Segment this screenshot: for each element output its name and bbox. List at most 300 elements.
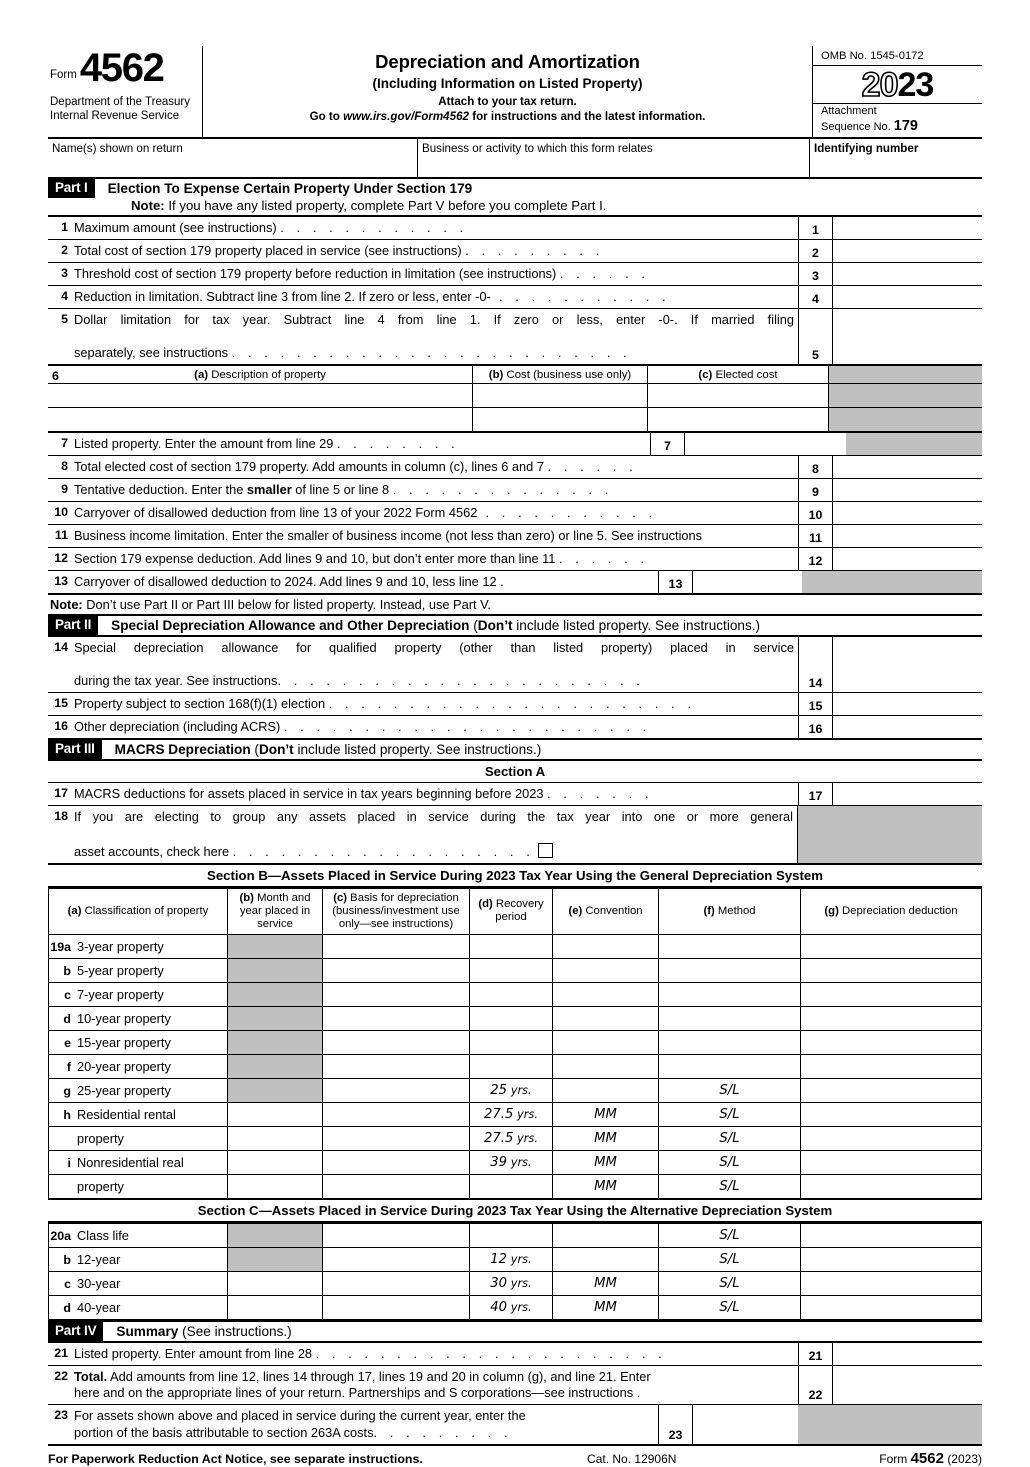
line-23-row: [48, 1405, 982, 1446]
row-letter: i: [67, 1156, 71, 1171]
table-row: [49, 1151, 982, 1175]
method-cell: S/L: [659, 1175, 801, 1199]
classification-cell: [49, 1127, 228, 1151]
basis-input[interactable]: [323, 1031, 470, 1055]
row-letter: 19a: [50, 940, 71, 955]
line-14-label-1: Special depreciation allowance for qualified property (other than listed property) placed in service: [74, 639, 794, 655]
col-d-header: [470, 888, 553, 935]
convention-cell[interactable]: [553, 1007, 659, 1031]
basis-input[interactable]: [323, 1103, 470, 1127]
col-e-letter: (e): [568, 904, 583, 917]
line-23-shade: [798, 1405, 982, 1444]
table-row: [49, 1127, 982, 1151]
line-23-label-1: For assets shown above and placed in service during the current year, enter the: [74, 1408, 526, 1424]
method-cell[interactable]: [659, 1055, 801, 1079]
line-5-label-1: Dollar limitation for tax year. Subtract line 4 from line 1. If zero or less, enter -0-. If married filing: [74, 311, 794, 327]
line-2-box-number: 2: [798, 240, 832, 262]
depreciation-deduction-input[interactable]: [801, 1223, 982, 1247]
line-23-leader: . . . . . . . . .: [373, 1425, 513, 1441]
recovery-period-cell[interactable]: [470, 959, 553, 983]
line-16-label: Other depreciation (including ACRS): [74, 719, 281, 735]
month-year-input[interactable]: [228, 1127, 323, 1151]
line-8-text: [74, 456, 798, 478]
part1-note: [131, 198, 982, 215]
line-11-number: 11: [54, 527, 68, 542]
classification-cell: [49, 1055, 228, 1079]
part1-note-bold: Note:: [131, 198, 165, 214]
line-3-row: [48, 263, 982, 286]
line-21-row: [48, 1343, 982, 1366]
line-18-label-2: [74, 843, 793, 861]
convention-cell[interactable]: [553, 935, 659, 959]
line-18-text: [74, 806, 797, 863]
recovery-value: 12: [490, 1251, 508, 1267]
row-letter: e: [64, 1036, 71, 1051]
header-center-block: [203, 46, 812, 137]
irs-url: www.irs.gov/Form4562: [343, 110, 469, 123]
form-header: [48, 46, 982, 139]
recovery-period-cell[interactable]: [470, 935, 553, 959]
line-17-amount-input[interactable]: [832, 783, 982, 805]
line-5-number: 5: [61, 311, 68, 326]
line-17-box-number: 17: [798, 783, 832, 805]
line-14-box-number: 14: [798, 637, 832, 693]
convention-cell[interactable]: [553, 959, 659, 983]
line-1-text: [74, 217, 798, 239]
part3-title-bold: MACRS Depreciation: [114, 742, 251, 757]
line-8-box-number: 8: [798, 456, 832, 478]
basis-input[interactable]: [323, 1055, 470, 1079]
line-3-text: [74, 263, 798, 285]
line-5-row: [48, 309, 982, 367]
line-14-number: 14: [54, 639, 68, 654]
form-title: Depreciation and Amortization: [375, 51, 640, 72]
line-18-leader: . . . . . . . . . . . . . . . . . . .: [232, 843, 535, 859]
line-12-leader: . . . . . .: [558, 550, 649, 566]
table-row: [49, 1055, 982, 1079]
row-name: 12-year: [77, 1251, 121, 1267]
line-14-amount-input[interactable]: [832, 637, 982, 693]
line-8-leader: . . . . . .: [547, 459, 638, 475]
month-year-input[interactable]: [228, 1103, 323, 1127]
line-21-amount-input[interactable]: [832, 1343, 982, 1365]
table-row: [49, 1031, 982, 1055]
line-4-row: [48, 286, 982, 309]
method-cell[interactable]: [659, 935, 801, 959]
business-activity-field[interactable]: Business or activity to which this form relates: [418, 139, 810, 177]
row-name: 10-year property: [77, 1011, 171, 1027]
form-footer: [48, 1446, 982, 1467]
form-number: 4562: [79, 46, 164, 90]
month-year-input: [228, 1007, 323, 1031]
line-9-amount-input[interactable]: [832, 479, 982, 501]
line-5-amount-input[interactable]: [832, 309, 982, 365]
method-cell[interactable]: [659, 1031, 801, 1055]
depreciation-deduction-input[interactable]: [801, 959, 982, 983]
row-letter: 20a: [50, 1228, 71, 1243]
depreciation-deduction-input[interactable]: [801, 1079, 982, 1103]
section-b-table: [48, 888, 982, 1200]
part1-note2: [48, 594, 982, 616]
part2-badge: Part II: [48, 616, 98, 635]
line-2-amount-input[interactable]: [832, 240, 982, 262]
line-9-label-a: Tentative deduction. Enter the: [74, 482, 247, 498]
line-18-checkbox[interactable]: [538, 843, 553, 858]
month-year-input[interactable]: [228, 1151, 323, 1175]
line-18-label-2-text: asset accounts, check here: [74, 843, 230, 859]
classification-cell: [49, 959, 228, 983]
col-a-header: [49, 888, 228, 935]
line-6-header-row: [48, 366, 982, 384]
month-year-input[interactable]: [228, 1175, 323, 1199]
col-c-label: Basis for depreciation (business/investment use only—see instructions): [332, 891, 460, 930]
line-9-box-number: 9: [798, 479, 832, 501]
part3-badge: Part III: [48, 740, 102, 759]
col-e-label: Convention: [585, 904, 643, 917]
line-6-shade-1: [829, 384, 982, 407]
part4-badge: Part IV: [48, 1322, 103, 1341]
line-6-col-c-letter: (c): [698, 369, 713, 382]
section-c-table: [48, 1223, 982, 1320]
row-name: 5-year property: [77, 963, 164, 979]
method-cell: S/L: [659, 1079, 801, 1103]
line-16-amount-input[interactable]: [832, 716, 982, 738]
footer-form-id: [749, 1450, 983, 1467]
line-16-row: [48, 716, 982, 740]
name-field[interactable]: Name(s) shown on return: [48, 139, 418, 177]
method-cell[interactable]: [659, 1007, 801, 1031]
depreciation-deduction-input[interactable]: [801, 1103, 982, 1127]
line-13-text: [74, 571, 658, 593]
recovery-value: 25: [490, 1083, 508, 1099]
line-6-col-c-header: [648, 366, 829, 383]
method-cell[interactable]: [659, 959, 801, 983]
line-10-leader: . . . . . . . . . . .: [477, 504, 657, 520]
header-left-block: [48, 46, 203, 137]
depreciation-deduction-input[interactable]: [801, 1007, 982, 1031]
table-row: [49, 935, 982, 959]
line-5-box-number: 5: [798, 309, 832, 365]
convention-cell[interactable]: [553, 1055, 659, 1079]
line-13-box-number: 13: [658, 571, 692, 593]
line-23-amount-input[interactable]: [692, 1405, 798, 1444]
line-6-entry-row: [48, 408, 982, 433]
line-12-label: Section 179 expense deduction. Add lines 9 and 10, but don’t enter more than line 11: [74, 550, 556, 566]
part1-badge: Part I: [48, 179, 95, 198]
recovery-value: 27.5: [484, 1131, 514, 1147]
line-22-total-bold: Total.: [74, 1368, 108, 1384]
year-outline-part: 20: [861, 66, 898, 104]
section-b-header: Section B—Assets Placed in Service During 2023 Tax Year Using the General Depreciation System: [48, 865, 982, 888]
line-18-number: 18: [54, 808, 68, 823]
line-22-label-2: [74, 1385, 794, 1402]
basis-input[interactable]: [323, 1247, 470, 1271]
convention-cell[interactable]: [553, 1031, 659, 1055]
line-1-leader: . . . . . . . . . . . .: [280, 220, 468, 236]
recovery-unit: yrs.: [513, 1107, 538, 1122]
row-name: 15-year property: [77, 1035, 171, 1051]
line-10-box-number: 10: [798, 502, 832, 524]
basis-input[interactable]: [323, 1223, 470, 1247]
taxpayer-info-row: [48, 139, 982, 179]
part3-title-rest: include listed property. See instructions.): [293, 742, 542, 757]
line-10-number: 10: [54, 504, 68, 519]
line-15-label: Property subject to section 168(f)(1) election: [74, 696, 326, 712]
col-c-letter: (c): [333, 891, 348, 904]
col-c-header: [323, 888, 470, 935]
recovery-unit: yrs.: [507, 1155, 532, 1170]
recovery-period-cell[interactable]: [470, 1007, 553, 1031]
row-name: 7-year property: [77, 987, 164, 1003]
convention-cell: MM: [553, 1295, 659, 1319]
line-13-number: 13: [54, 573, 68, 588]
line-14-label-2-text: during the tax year. See instructions: [74, 673, 278, 689]
part2-title-bold: Special Depreciation Allowance and Other Depreciation: [111, 617, 470, 633]
line-21-leader: . . . . . . . . . . . . . . . . . . . . . .: [315, 1345, 667, 1361]
paperwork-notice: For Paperwork Reduction Act Notice, see separate instructions.: [48, 1452, 423, 1467]
line-6-description-input-1[interactable]: [48, 384, 473, 407]
col-g-label: Depreciation deduction: [842, 904, 958, 917]
depreciation-deduction-input[interactable]: [801, 1271, 982, 1295]
basis-input[interactable]: [323, 983, 470, 1007]
depreciation-deduction-input[interactable]: [801, 1151, 982, 1175]
line-6-col-c-label: Elected cost: [712, 369, 778, 382]
classification-cell: [49, 1223, 228, 1247]
classification-cell: [49, 1295, 228, 1319]
convention-cell[interactable]: [553, 1223, 659, 1247]
line-6-shade-2: [829, 408, 982, 431]
classification-cell: [49, 1007, 228, 1031]
recovery-period-cell: [470, 1247, 553, 1271]
method-cell[interactable]: [659, 983, 801, 1007]
line-13-label: Carryover of disallowed deduction to 2024. Add lines 9 and 10, less line 12: [74, 573, 497, 589]
row-name: 3-year property: [77, 939, 164, 955]
month-year-input: [228, 983, 323, 1007]
basis-input[interactable]: [323, 1127, 470, 1151]
method-cell: S/L: [659, 1223, 801, 1247]
line-23-number: 23: [54, 1408, 68, 1423]
convention-cell[interactable]: [553, 983, 659, 1007]
col-b-header: [228, 888, 323, 935]
line-13-row: [48, 571, 982, 594]
line-3-box-number: 3: [798, 263, 832, 285]
form-sheet: [48, 46, 982, 1467]
convention-cell[interactable]: [553, 1247, 659, 1271]
row-name: Residential rental: [77, 1107, 176, 1123]
line-12-text: [74, 548, 798, 570]
line-8-number: 8: [61, 459, 68, 474]
line-12-amount-input[interactable]: [832, 548, 982, 570]
header-right-block: [812, 46, 982, 137]
convention-cell[interactable]: [553, 1079, 659, 1103]
recovery-period-cell: [470, 1103, 553, 1127]
part4-title-bold: Summary: [116, 1323, 179, 1339]
identifying-number-field[interactable]: Identifying number: [814, 142, 919, 156]
row-letter: b: [63, 1252, 71, 1267]
row-letter: g: [63, 1084, 71, 1099]
recovery-period-cell[interactable]: [470, 983, 553, 1007]
line-6-entry-row: [48, 384, 982, 408]
classification-cell: [49, 983, 228, 1007]
month-year-input[interactable]: [228, 1271, 323, 1295]
line-22-text: [74, 1366, 798, 1405]
recovery-value: 40: [490, 1299, 508, 1315]
part3-header: [48, 740, 982, 761]
basis-input[interactable]: [323, 1295, 470, 1319]
basis-input[interactable]: [323, 1151, 470, 1175]
line-16-leader: . . . . . . . . . . . . . . . . . . . . . . .: [283, 719, 651, 735]
line-22-row: [48, 1366, 982, 1406]
recovery-value: 30: [490, 1275, 508, 1291]
recovery-period-cell[interactable]: [470, 1055, 553, 1079]
line-5-label-2-text: separately, see instructions: [74, 345, 229, 361]
recovery-unit: yrs.: [507, 1299, 532, 1314]
col-f-header: [659, 888, 801, 935]
recovery-value: 39: [490, 1155, 508, 1171]
depreciation-deduction-input[interactable]: [801, 1247, 982, 1271]
depreciation-deduction-input[interactable]: [801, 1055, 982, 1079]
col-a-label: Classification of property: [84, 904, 209, 917]
line-8-label: Total elected cost of section 179 property. Add amounts in column (c), lines 6 and 7: [74, 459, 544, 475]
section-c-rows: [49, 1223, 982, 1319]
line-3-amount-input[interactable]: [832, 263, 982, 285]
line-9-text: [74, 479, 798, 501]
recovery-unit: yrs.: [507, 1083, 532, 1098]
line-6-cost-input-1[interactable]: [473, 384, 648, 407]
form-subtitle: (Including Information on Listed Property): [372, 76, 643, 91]
part4-title-rest: (See instructions.): [178, 1323, 292, 1339]
line-6-elected-input-2[interactable]: [648, 408, 829, 431]
line-10-amount-input[interactable]: [832, 502, 982, 524]
month-year-input: [228, 959, 323, 983]
depreciation-deduction-input[interactable]: [801, 1295, 982, 1319]
part2-header: [48, 616, 982, 637]
line-15-number: 15: [54, 696, 68, 711]
row-name: 20-year property: [77, 1059, 171, 1075]
part2-title: [111, 616, 760, 635]
line-1-row: [48, 217, 982, 240]
line-8-row: [48, 456, 982, 479]
line-22-box-number: 22: [798, 1366, 832, 1405]
goto-suffix: for instructions and the latest information.: [472, 110, 706, 123]
line-2-leader: . . . . . . . . .: [465, 242, 604, 258]
section-b-rows: [49, 935, 982, 1199]
line-6-description-input-2[interactable]: [48, 408, 473, 431]
table-row: [49, 1007, 982, 1031]
line-5-label-2: [74, 345, 794, 362]
classification-cell: [49, 1103, 228, 1127]
line-15-amount-input[interactable]: [832, 693, 982, 715]
part1-note-text: If you have any listed property, complete Part V before you complete Part I.: [164, 198, 607, 214]
line-6-col-b-label: Cost (business use only): [503, 369, 632, 382]
line-16-text: [74, 716, 798, 738]
month-year-input[interactable]: [228, 1295, 323, 1319]
table-row: [49, 1295, 982, 1319]
recovery-period-cell[interactable]: [470, 1175, 553, 1199]
footer-form-word: Form: [879, 1452, 908, 1467]
line-22-label-1: [74, 1369, 794, 1386]
line-11-amount-input[interactable]: [832, 525, 982, 547]
line-17-leader: . . . . . . .: [547, 786, 654, 801]
line-17-label: MACRS deductions for assets placed in service in tax years beginning before 2023: [74, 786, 544, 801]
month-year-input: [228, 1079, 323, 1103]
line-14-row: [48, 637, 982, 694]
line-11-row: [48, 525, 982, 548]
basis-input[interactable]: [323, 935, 470, 959]
line-6-elected-input-1[interactable]: [648, 384, 829, 407]
classification-cell: [49, 1271, 228, 1295]
goto-prefix: Go to: [309, 110, 340, 123]
footer-form-year: (2023): [947, 1452, 982, 1467]
row-name: Class life: [77, 1227, 129, 1243]
classification-cell: [49, 1175, 228, 1199]
method-cell: S/L: [659, 1127, 801, 1151]
basis-input[interactable]: [323, 1007, 470, 1031]
line-22-amount-input[interactable]: [832, 1366, 982, 1405]
recovery-period-cell: [470, 1079, 553, 1103]
month-year-input: [228, 1223, 323, 1247]
col-b-label: Month and year placed in service: [239, 891, 311, 930]
recovery-period-cell[interactable]: [470, 1223, 553, 1247]
recovery-period-cell[interactable]: [470, 1031, 553, 1055]
line-7-amount-input[interactable]: [684, 433, 846, 455]
line-6-number: 6: [52, 369, 59, 384]
row-letter: d: [63, 1012, 71, 1027]
line-6-cost-input-2[interactable]: [473, 408, 648, 431]
basis-input[interactable]: [323, 1079, 470, 1103]
line-17-number: 17: [54, 786, 68, 800]
table-row: [49, 1271, 982, 1295]
attachment-sequence: [813, 103, 982, 137]
attach-instruction: Attach to your tax return.: [438, 95, 577, 108]
line-14-text: [74, 637, 798, 693]
line-18-shade: [797, 806, 982, 863]
line-18-label-1: If you are electing to group any assets placed in service during the tax year into one or more general: [74, 808, 793, 824]
depreciation-deduction-input[interactable]: [801, 983, 982, 1007]
depreciation-deduction-input[interactable]: [801, 1127, 982, 1151]
line-18-row: [48, 806, 982, 865]
row-letter: b: [63, 964, 71, 979]
line-7-box-number: 7: [650, 433, 684, 455]
line-17-text: [74, 783, 798, 805]
line-21-text: [74, 1343, 798, 1365]
line-22-number: 22: [54, 1368, 68, 1383]
line-1-amount-input[interactable]: [832, 217, 982, 239]
basis-input[interactable]: [323, 1271, 470, 1295]
line-6-col-b-header: [473, 366, 648, 383]
basis-input[interactable]: [323, 1175, 470, 1199]
line-4-box-number: 4: [798, 286, 832, 308]
line-4-amount-input[interactable]: [832, 286, 982, 308]
part2-title-dont: Don’t: [477, 617, 513, 633]
line-15-text: [74, 693, 798, 715]
classification-cell: [49, 935, 228, 959]
section-a-header: Section A: [48, 761, 982, 783]
row-name: 30-year: [77, 1275, 121, 1291]
line-2-number: 2: [61, 242, 68, 257]
line-8-amount-input[interactable]: [832, 456, 982, 478]
part3-title: [115, 740, 542, 759]
depreciation-deduction-input[interactable]: [801, 1175, 982, 1199]
section-b-column-headers: [49, 888, 982, 935]
line-13-amount-input[interactable]: [692, 571, 802, 593]
depreciation-deduction-input[interactable]: [801, 935, 982, 959]
method-cell: S/L: [659, 1295, 801, 1319]
depreciation-deduction-input[interactable]: [801, 1031, 982, 1055]
basis-input[interactable]: [323, 959, 470, 983]
dept-line-1: Department of the Treasury: [50, 95, 190, 108]
table-row: [49, 1223, 982, 1247]
